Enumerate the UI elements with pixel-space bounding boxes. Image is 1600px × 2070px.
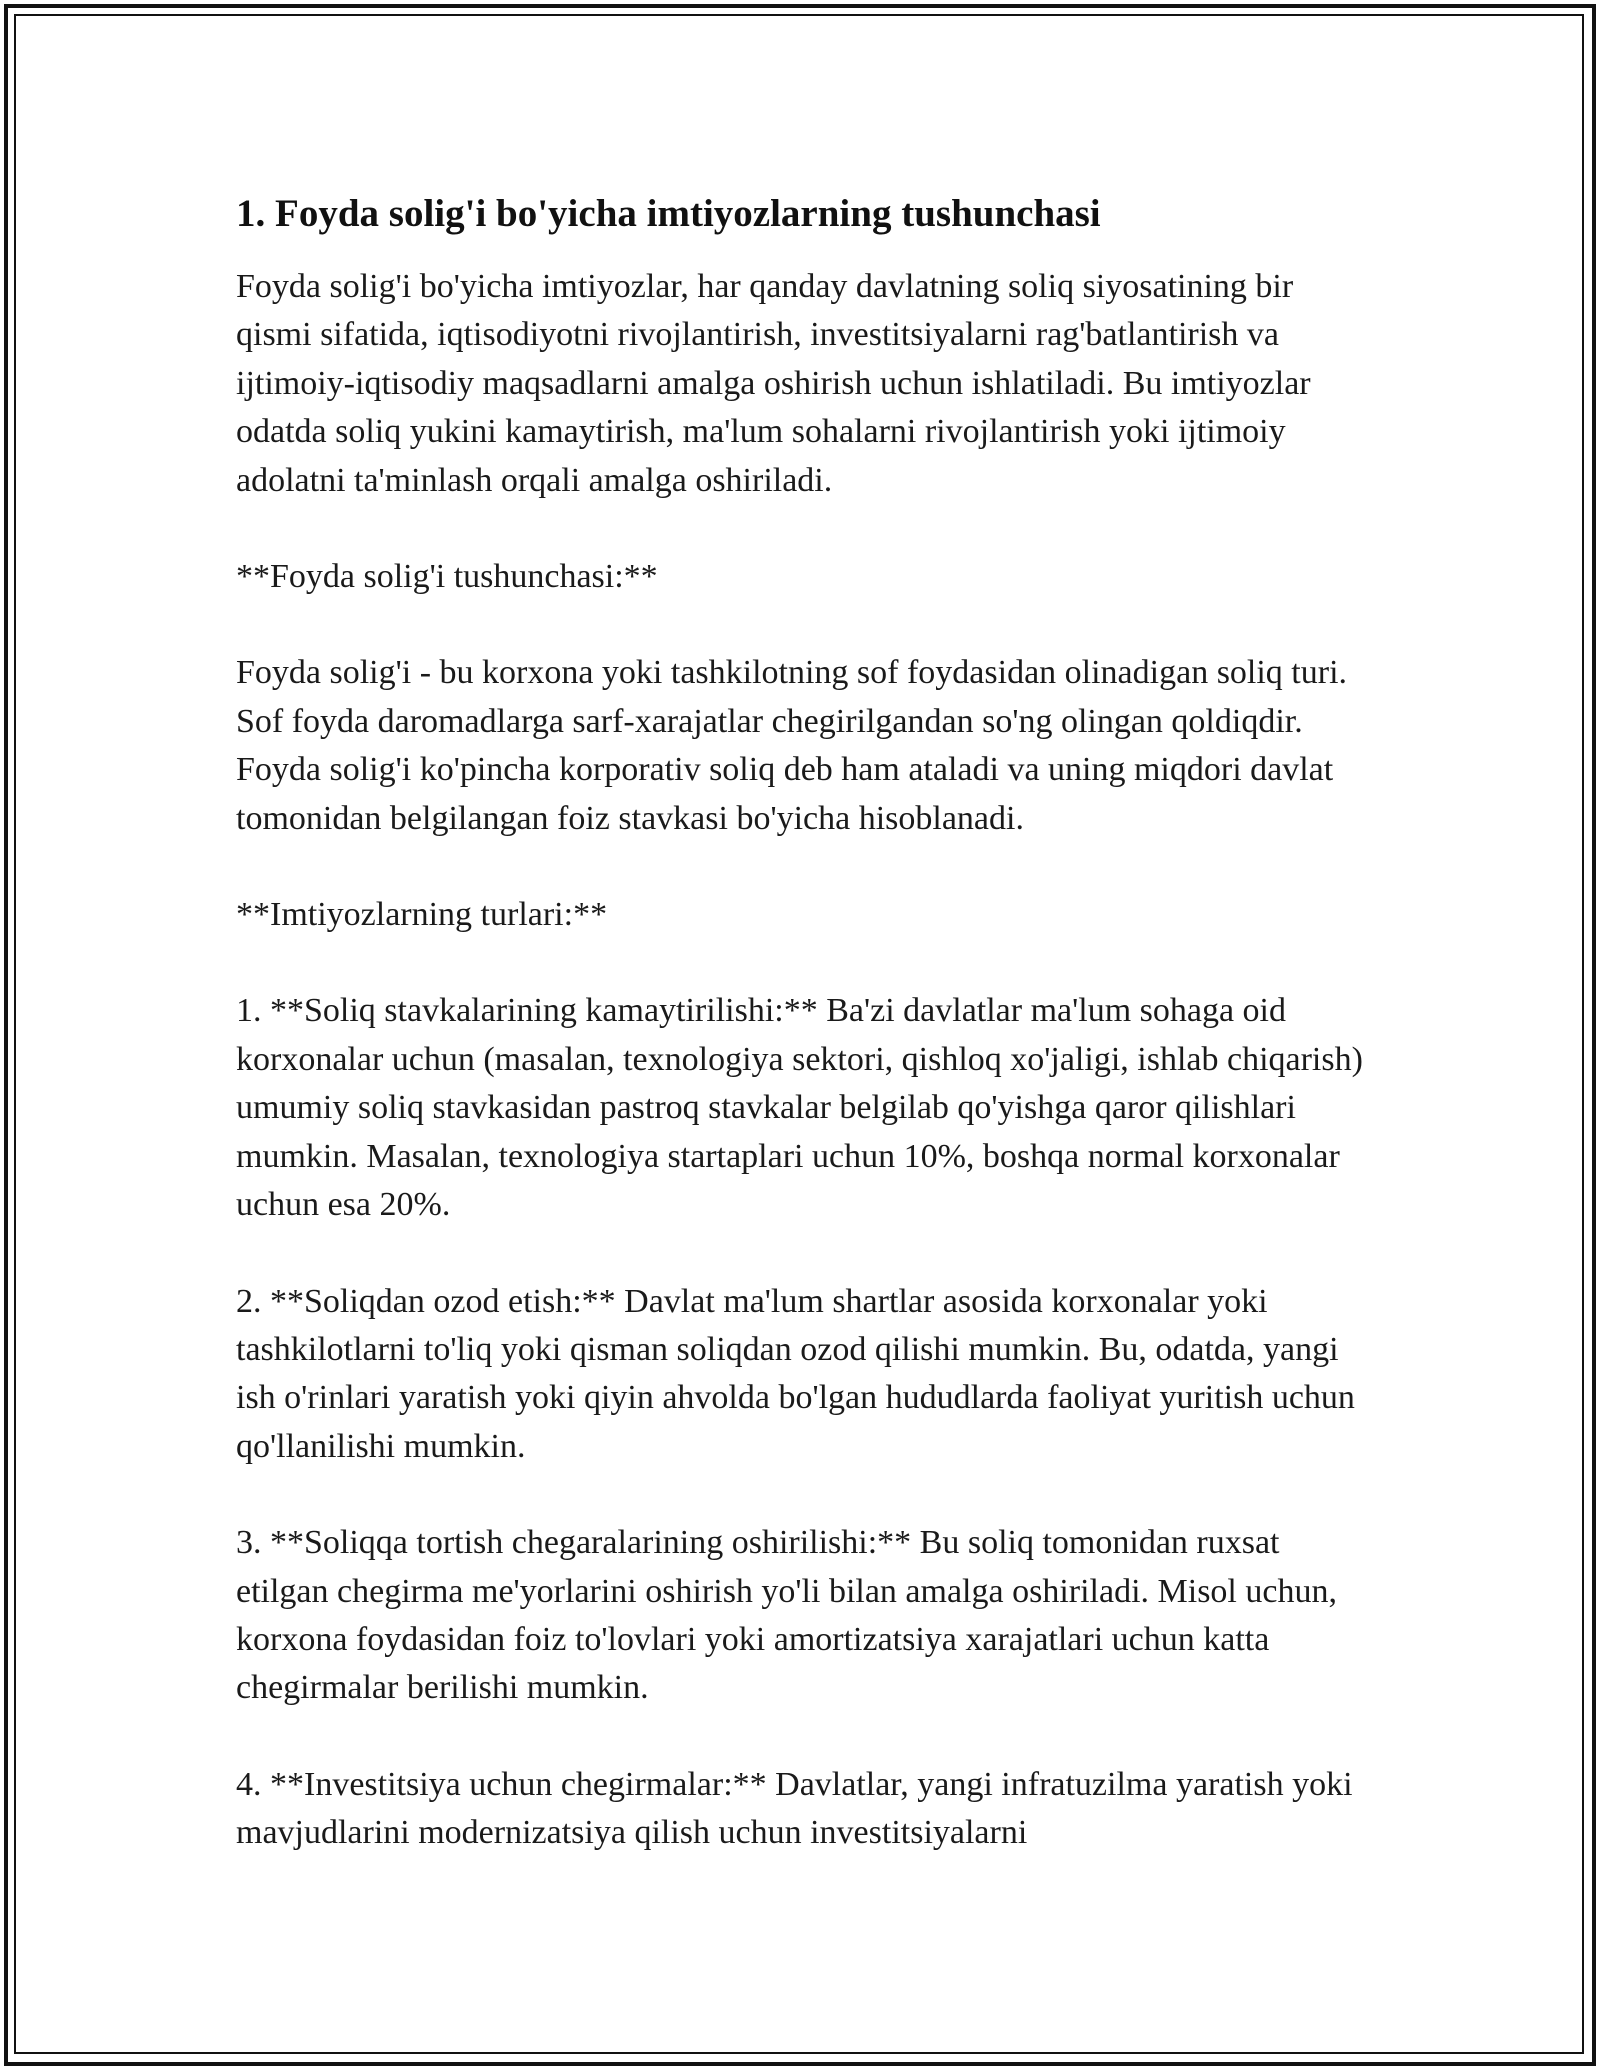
list-item-deduction-limits: 3. **Soliqqa tortish chegaralarining oshirilishi:** Bu soliq tomonidan ruxsat etilgan chegirma me'yorlarini oshirish yo'li bilan amalga oshiriladi. Misol uchun, korxona foydasidan foiz to'lovlari yoki amortizatsiya xarajatlari uchun katta chegirmalar berilishi mumkin. (236, 1524, 1337, 1707)
tax-concept-paragraph: Foyda solig'i - bu korxona yoki tashkilotning sof foydasidan olinadigan soliq turi. Sof foyda daromadlarga sarf-xarajatlar chegirilgandan so'ng olingan qoldiqdir. Foyda solig'i ko'pincha korporativ soliq deb ham ataladi va uning miqdori davlat tomonidan belgilangan foiz stavkasi bo'yicha hisoblanadi. (236, 654, 1348, 837)
document-body (236, 186, 1370, 1906)
section-heading: 1. Foyda solig'i bo'yicha imtiyozlarning tushunchasi (236, 192, 1101, 235)
intro-paragraph: Foyda solig'i bo'yicha imtiyozlar, har qanday davlatning soliq siyosatining bir qismi sifatida, iqtisodiyotni rivojlantirish, investitsiyalarni rag'batlantirish va ijtimoiy-iqtisodiy maqsadlarni amalga oshirish uchun ishlatiladi. Bu imtiyozlar odatda soliq yukini kamaytirish, ma'lum sohalarni rivojlantirish yoki ijtimoiy adolatni ta'minlash orqali amalga oshiriladi. (236, 268, 1311, 499)
list-item-investment-deductions: 4. **Investitsiya uchun chegirmalar:** Davlatlar, yangi infratuzilma yaratish yoki mavjudlarini modernizatsiya qilish uchun investitsiyalarni (236, 1765, 1353, 1852)
subheading-benefit-types: **Imtiyozlarning turlari:** (236, 896, 608, 934)
list-item-rate-reduction: 1. **Soliq stavkalarining kamaytirilishi:** Ba'zi davlatlar ma'lum sohaga oid korxonalar uchun (masalan, texnologiya sektori, qishloq xo'jaligi, ishlab chiqarish) umumiy soliq stavkasidan pastroq stavkalar belgilab qo'yishga qaror qilishlari mumkin. Masalan, texnologiya startaplari uchun 10%, boshqa normal korxonalar uchun esa 20%. (236, 992, 1363, 1224)
list-item-tax-exemption: 2. **Soliqdan ozod etish:** Davlat ma'lum shartlar asosida korxonalar yoki tashkilotlarni to'liq yoki qisman soliqdan ozod qilishi mumkin. Bu, odatda, yangi ish o'rinlari yaratish yoki qiyin ahvolda bo'lgan hududlarda faoliyat yuritish uchun qo'llanilishi mumkin. (236, 1282, 1355, 1465)
subheading-tax-concept: **Foyda solig'i tushunchasi:** (236, 558, 658, 596)
